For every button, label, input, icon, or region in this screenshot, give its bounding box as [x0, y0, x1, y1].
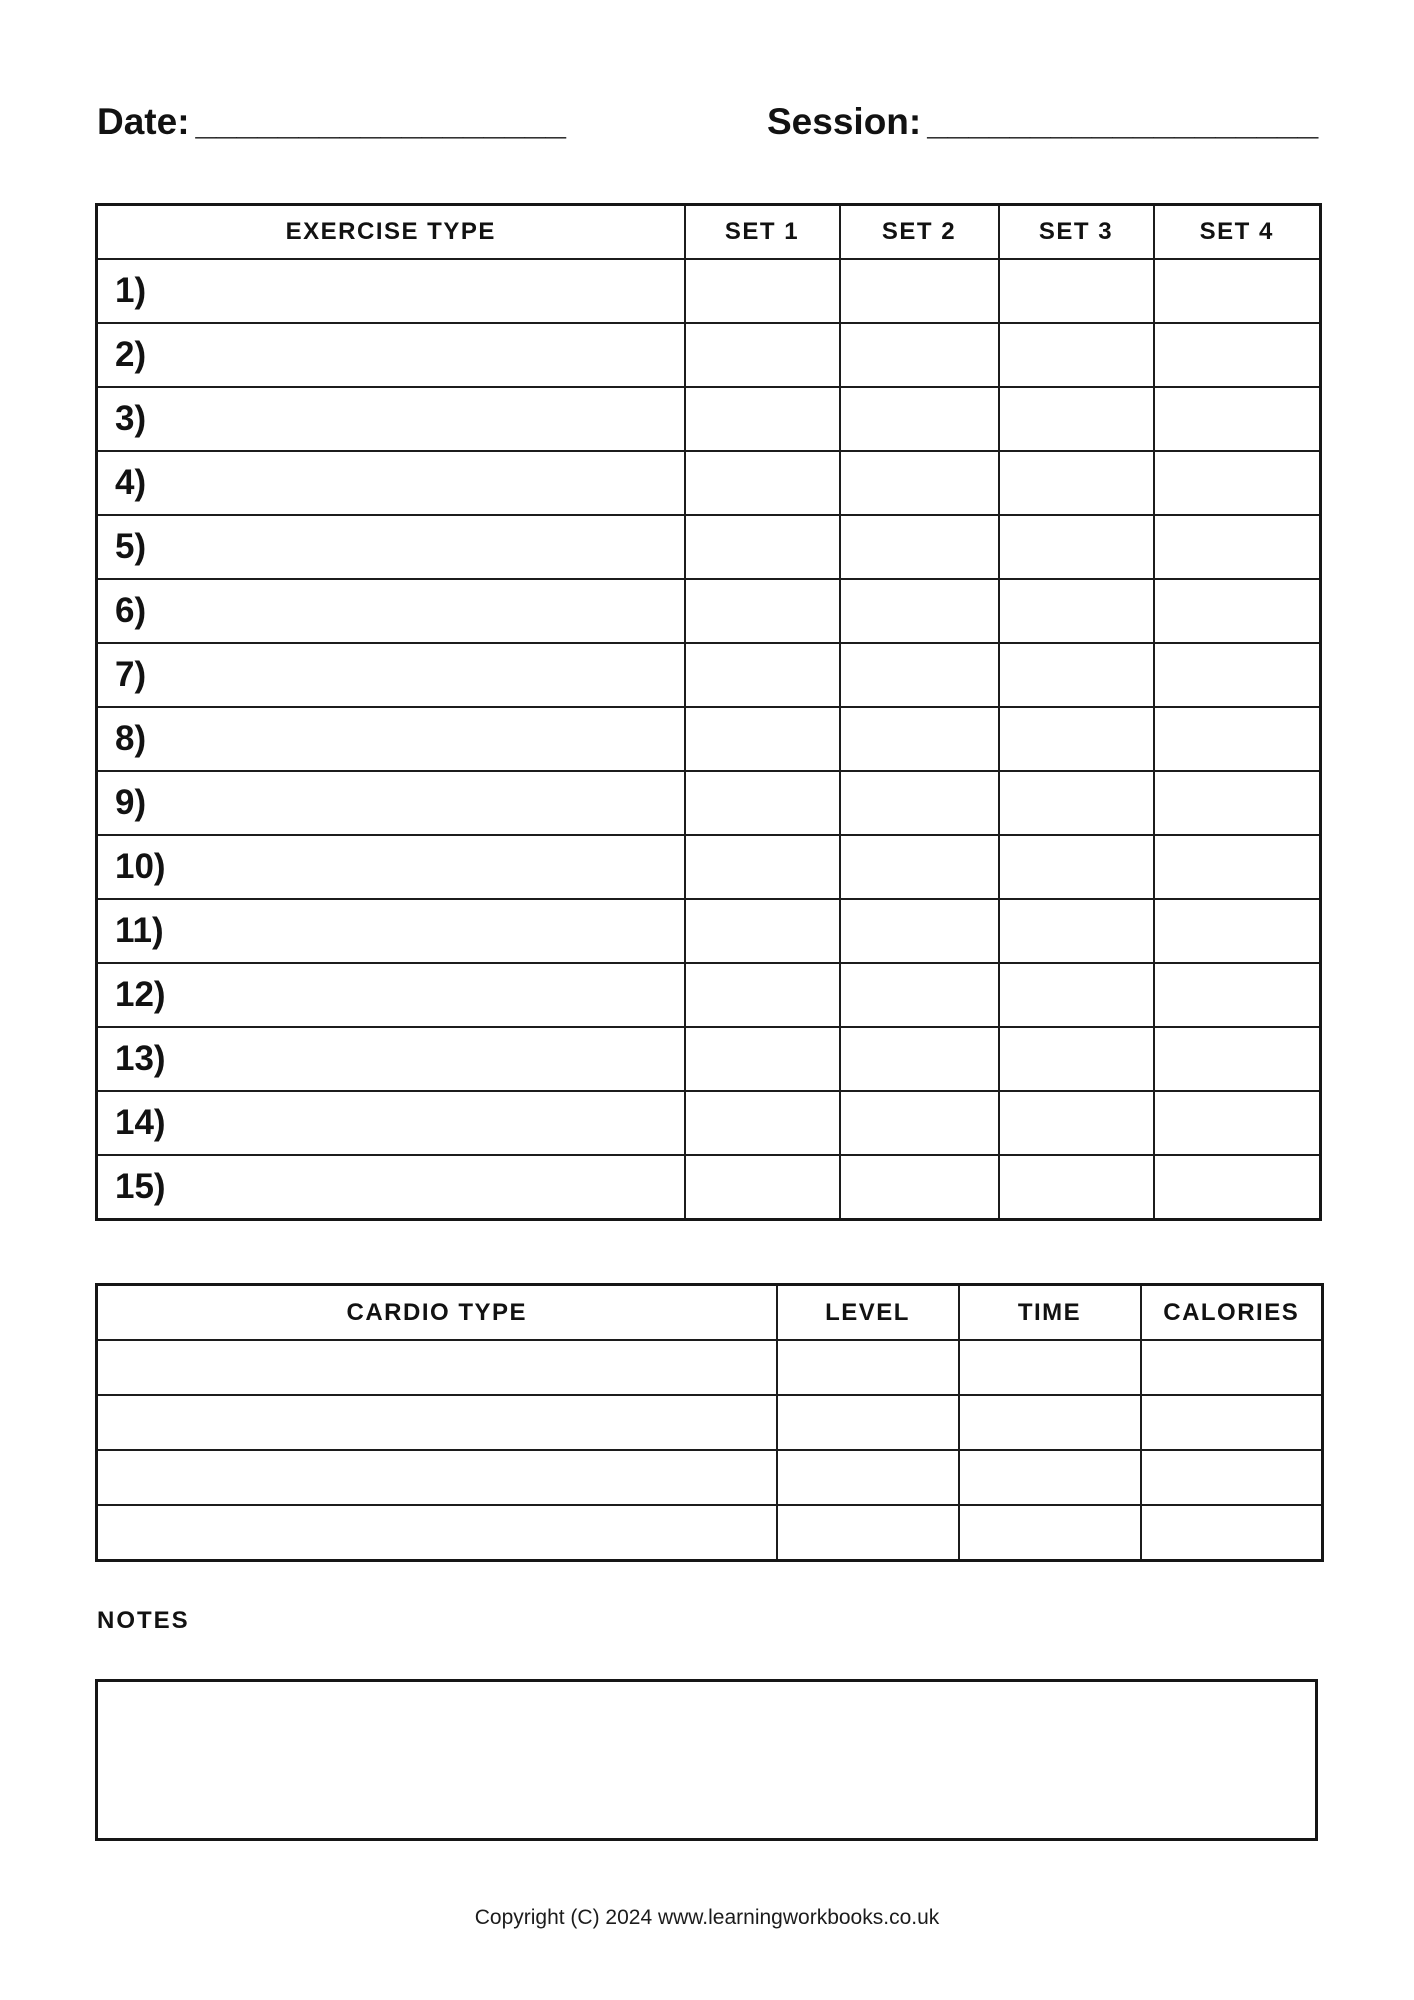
- set-entry-cell: [999, 1027, 1154, 1091]
- set-entry-cell: [999, 1155, 1154, 1220]
- set-entry-cell: [999, 707, 1154, 771]
- exercise-row-number: 8): [97, 707, 685, 771]
- set-entry-cell: [999, 1091, 1154, 1155]
- set-entry-cell: [840, 771, 999, 835]
- set-entry-cell: [685, 643, 840, 707]
- cardio-entry-cell: [777, 1340, 959, 1395]
- set-entry-cell: [685, 579, 840, 643]
- cardio-header-row: [97, 1285, 1323, 1341]
- exercise-row-number: 5): [97, 515, 685, 579]
- exercise-row-number: 3): [97, 387, 685, 451]
- set-entry-cell: [999, 771, 1154, 835]
- set-entry-cell: [685, 899, 840, 963]
- set-entry-cell: [1154, 387, 1321, 451]
- exercise-row-number: 15): [97, 1155, 685, 1220]
- cardio-entry-cell: [97, 1395, 777, 1450]
- exercise-row: [97, 963, 1321, 1027]
- date-label: Date:: [97, 101, 190, 142]
- cardio-entry-cell: [959, 1395, 1141, 1450]
- set-entry-cell: [840, 1155, 999, 1220]
- cardio-entry-cell: [1141, 1395, 1323, 1450]
- exercise-table: [95, 203, 1322, 1221]
- level-header: LEVEL: [777, 1285, 959, 1341]
- cardio-entry-cell: [97, 1340, 777, 1395]
- exercise-row: [97, 643, 1321, 707]
- cardio-row: [97, 1395, 1323, 1450]
- exercise-row-number: 4): [97, 451, 685, 515]
- set-entry-cell: [999, 963, 1154, 1027]
- cardio-entry-cell: [777, 1505, 959, 1561]
- set-entry-cell: [685, 515, 840, 579]
- set-entry-cell: [1154, 835, 1321, 899]
- exercise-row-number: 2): [97, 323, 685, 387]
- exercise-row: [97, 387, 1321, 451]
- exercise-row: [97, 259, 1321, 323]
- set-entry-cell: [685, 771, 840, 835]
- date-line: [97, 101, 566, 143]
- exercise-row: [97, 899, 1321, 963]
- time-header: TIME: [959, 1285, 1141, 1341]
- exercise-row-number: 1): [97, 259, 685, 323]
- cardio-entry-cell: [1141, 1450, 1323, 1505]
- cardio-entry-cell: [97, 1450, 777, 1505]
- date-blank-line: __________________: [195, 101, 566, 142]
- set-entry-cell: [999, 515, 1154, 579]
- session-line: [767, 101, 1318, 143]
- cardio-entry-cell: [777, 1395, 959, 1450]
- set-entry-cell: [685, 259, 840, 323]
- exercise-row: [97, 515, 1321, 579]
- set-entry-cell: [1154, 643, 1321, 707]
- cardio-entry-cell: [959, 1450, 1141, 1505]
- session-label: Session:: [767, 101, 922, 142]
- copyright-footer: Copyright (C) 2024 www.learningworkbooks.co.uk: [474, 1906, 940, 1929]
- set3-header: SET 3: [999, 205, 1154, 260]
- set-entry-cell: [840, 1091, 999, 1155]
- set-entry-cell: [840, 963, 999, 1027]
- set-entry-cell: [840, 1027, 999, 1091]
- exercise-row: [97, 707, 1321, 771]
- exercise-row: [97, 835, 1321, 899]
- set-entry-cell: [685, 1091, 840, 1155]
- set-entry-cell: [999, 259, 1154, 323]
- set-entry-cell: [999, 323, 1154, 387]
- set-entry-cell: [999, 387, 1154, 451]
- calories-header: CALORIES: [1141, 1285, 1323, 1341]
- set-entry-cell: [1154, 899, 1321, 963]
- set-entry-cell: [999, 835, 1154, 899]
- exercise-row-number: 9): [97, 771, 685, 835]
- set2-header: SET 2: [840, 205, 999, 260]
- exercise-row-number: 7): [97, 643, 685, 707]
- set-entry-cell: [1154, 323, 1321, 387]
- set-entry-cell: [1154, 1155, 1321, 1220]
- cardio-row: [97, 1340, 1323, 1395]
- cardio-row: [97, 1450, 1323, 1505]
- set-entry-cell: [840, 451, 999, 515]
- set-entry-cell: [1154, 707, 1321, 771]
- session-blank-line: ___________________: [927, 101, 1319, 142]
- cardio-table-body: [97, 1340, 1323, 1561]
- set1-header: SET 1: [685, 205, 840, 260]
- set-entry-cell: [1154, 579, 1321, 643]
- cardio-entry-cell: [777, 1450, 959, 1505]
- exercise-row: [97, 323, 1321, 387]
- set-entry-cell: [840, 323, 999, 387]
- cardio-entry-cell: [1141, 1340, 1323, 1395]
- exercise-row: [97, 1091, 1321, 1155]
- set-entry-cell: [1154, 1027, 1321, 1091]
- exercise-row: [97, 579, 1321, 643]
- set-entry-cell: [1154, 515, 1321, 579]
- set-entry-cell: [685, 1027, 840, 1091]
- notes-heading: NOTES: [97, 1607, 190, 1634]
- set-entry-cell: [840, 515, 999, 579]
- set-entry-cell: [840, 579, 999, 643]
- set-entry-cell: [840, 899, 999, 963]
- set-entry-cell: [685, 387, 840, 451]
- exercise-type-header: EXERCISE TYPE: [97, 205, 685, 260]
- cardio-row: [97, 1505, 1323, 1561]
- cardio-table: [95, 1283, 1324, 1562]
- set-entry-cell: [685, 707, 840, 771]
- set-entry-cell: [685, 451, 840, 515]
- set-entry-cell: [840, 387, 999, 451]
- set-entry-cell: [999, 899, 1154, 963]
- cardio-entry-cell: [959, 1505, 1141, 1561]
- set-entry-cell: [999, 451, 1154, 515]
- cardio-type-header: CARDIO TYPE: [97, 1285, 777, 1341]
- set-entry-cell: [1154, 259, 1321, 323]
- exercise-row: [97, 1155, 1321, 1220]
- set-entry-cell: [1154, 451, 1321, 515]
- set-entry-cell: [840, 643, 999, 707]
- set-entry-cell: [999, 579, 1154, 643]
- set-entry-cell: [1154, 1091, 1321, 1155]
- exercise-row-number: 11): [97, 899, 685, 963]
- set-entry-cell: [685, 963, 840, 1027]
- set-entry-cell: [685, 323, 840, 387]
- cardio-entry-cell: [1141, 1505, 1323, 1561]
- exercise-row-number: 14): [97, 1091, 685, 1155]
- set-entry-cell: [685, 835, 840, 899]
- set4-header: SET 4: [1154, 205, 1321, 260]
- set-entry-cell: [1154, 963, 1321, 1027]
- set-entry-cell: [1154, 771, 1321, 835]
- exercise-row: [97, 451, 1321, 515]
- exercise-row-number: 13): [97, 1027, 685, 1091]
- cardio-entry-cell: [97, 1505, 777, 1561]
- exercise-header-row: [97, 205, 1321, 260]
- exercise-row: [97, 1027, 1321, 1091]
- exercise-row: [97, 771, 1321, 835]
- set-entry-cell: [840, 835, 999, 899]
- exercise-row-number: 12): [97, 963, 685, 1027]
- set-entry-cell: [685, 1155, 840, 1220]
- cardio-entry-cell: [959, 1340, 1141, 1395]
- set-entry-cell: [840, 259, 999, 323]
- exercise-row-number: 6): [97, 579, 685, 643]
- exercise-table-body: [97, 259, 1321, 1220]
- exercise-row-number: 10): [97, 835, 685, 899]
- set-entry-cell: [999, 643, 1154, 707]
- notes-box: [95, 1679, 1318, 1841]
- set-entry-cell: [840, 707, 999, 771]
